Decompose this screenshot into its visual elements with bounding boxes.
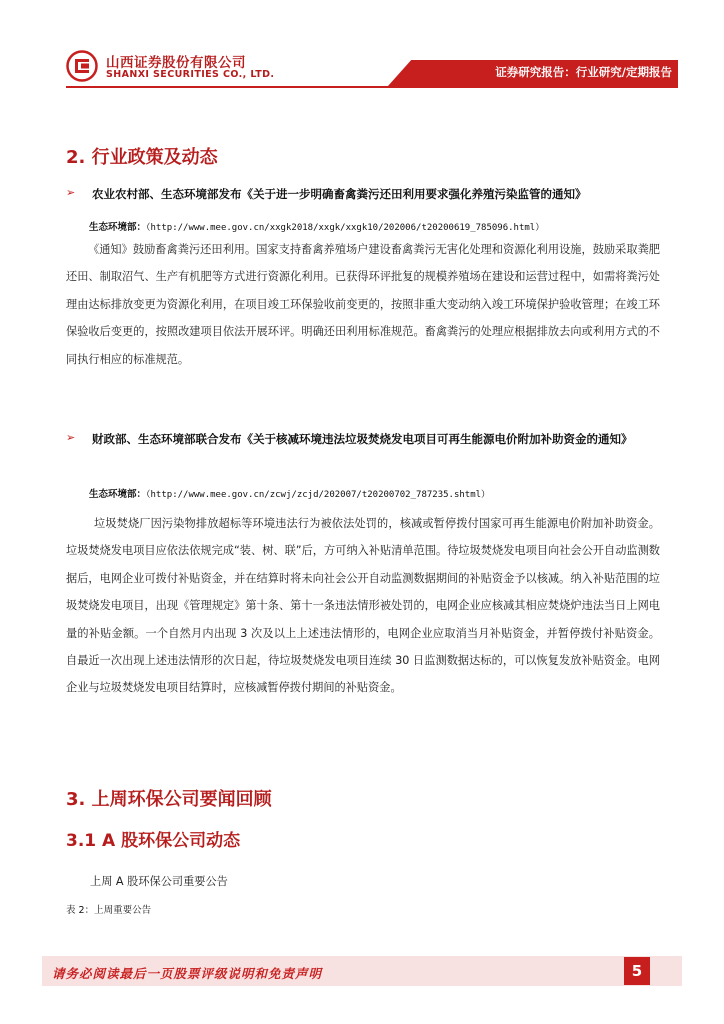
source-url[interactable]: （http://www.mee.gov.cn/xxgk2018/xxgk/xxgk10/202006/t20200619_785096.html） xyxy=(146,223,545,233)
header-divider xyxy=(66,86,678,88)
news-item-source xyxy=(89,219,544,233)
news-item-body: 垃圾焚烧厂因污染物排放超标等环境违法行为被依法处罚的，核减或暂停拨付国家可再生能源电价附加补助资金。垃圾焚烧发电项目应依法依规完成“装、树、联”后，方可纳入补贴清单范围。待垃圾焚烧发电项目向社会公开自动监测数据后，电网企业可拨付补贴资金，并在结算时将未向社会公开自动监测数据期间的补贴资金予以核减。纳入补贴范围的垃圾焚烧发电项目，出现《管理规定》第十条、第十一条违法情形被处罚的，电网企业应核减其相应焚烧炉违法当日上网电量的补贴金额。一个自然月内出现 3 次及以上上述违法情形的，电网企业应取消当月补贴资金，并暂停拨付补贴资金。自最近一次出现上述违法情形的次日起，待垃圾焚烧发电项目连续 30 日监测数据达标的，可以恢复发放补贴资金。电网企业与垃圾焚烧发电项目结算时，应核减暂停拨付期间的补贴资金。 xyxy=(66,517,660,695)
section-3-heading: 3. 上周环保公司要闻回顾 xyxy=(66,789,272,810)
section-3-1-heading: 3.1 A 股环保公司动态 xyxy=(66,831,241,851)
news-item-source xyxy=(89,486,490,500)
page-number: 5 xyxy=(624,957,650,985)
report-type-label: 证券研究报告：行业研究/定期报告 xyxy=(495,65,672,79)
source-label: 生态环境部： xyxy=(89,489,147,500)
shanxi-securities-logo-icon xyxy=(66,50,98,82)
source-url[interactable]: （http://www.mee.gov.cn/zcwj/zcjd/202007/t20200702_787235.shtml） xyxy=(146,490,491,500)
section-2-heading: 2. 行业政策及动态 xyxy=(66,147,218,168)
company-name-cn: 山西证券股份有限公司 xyxy=(106,55,246,71)
section-intro-text: 上周 A 股环保公司重要公告 xyxy=(90,875,228,888)
news-item-title: 财政部、生态环境部联合发布《关于核减环境违法垃圾焚烧发电项目可再生能源电价附加补助资金的通知》 xyxy=(92,432,633,446)
news-item-body: 《通知》鼓励畜禽粪污还田利用。国家支持畜禽养殖场户建设畜禽粪污无害化处理和资源化利用设施，鼓励采取粪肥还田、制取沼气、生产有机肥等方式进行资源化利用。已获得环评批复的规模养殖场在建设和运营过程中，如需将粪污处理由达标排放变更为资源化利用，在项目竣工环保验收前变更的，按照非重大变动纳入竣工环境保护验收管理；在竣工环保验收后变更的，按照改建项目依法开展环评。明确还田利用标准规范。畜禽粪污的处理应根据排放去向或利用方式的不同执行相应的标准规范。 xyxy=(66,243,660,366)
bullet-icon: ➢ xyxy=(66,431,76,444)
news-item-title: 农业农村部、生态环境部发布《关于进一步明确畜禽粪污还田利用要求强化养殖污染监管的通知》 xyxy=(92,187,587,201)
footer-disclaimer: 请务必阅读最后一页股票评级说明和免责声明 xyxy=(52,966,323,981)
bullet-icon: ➢ xyxy=(66,186,76,199)
table-caption: 表 2：上周重要公告 xyxy=(66,905,152,916)
company-name-en: SHANXI SECURITIES CO., LTD. xyxy=(106,69,275,80)
source-label: 生态环境部： xyxy=(89,222,147,233)
